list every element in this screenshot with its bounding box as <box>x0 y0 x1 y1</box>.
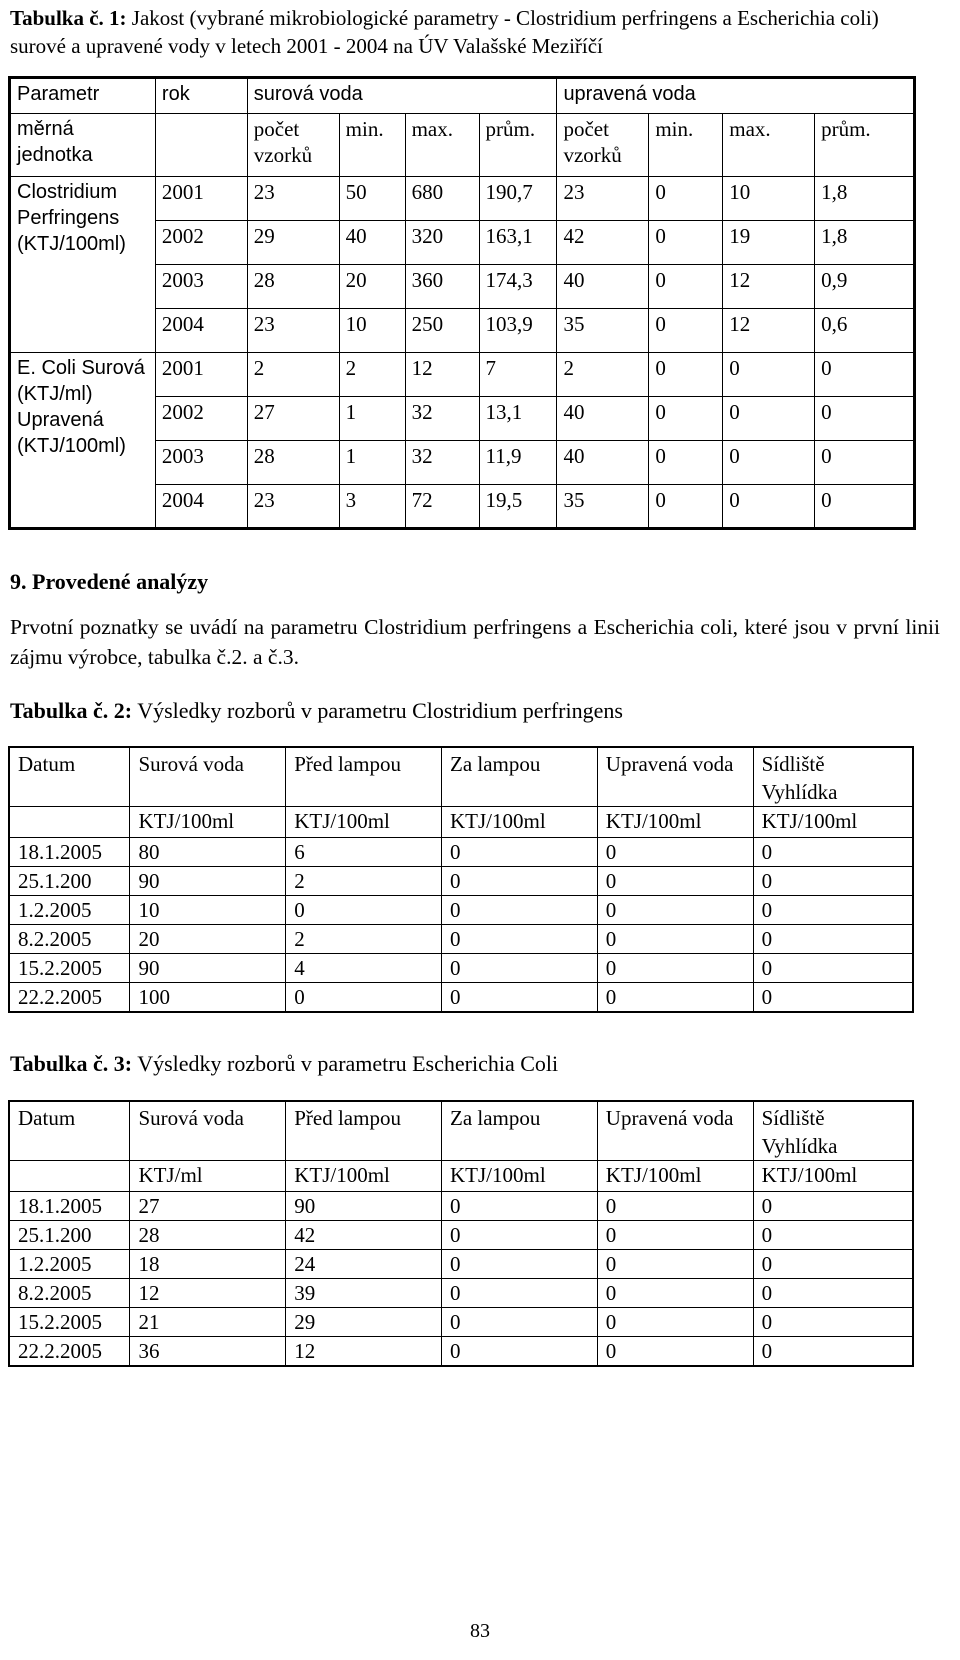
table3-cell: 1.2.2005 <box>9 1250 130 1279</box>
table1-cell: 10 <box>723 177 815 221</box>
table2-header-raw: Surová voda <box>130 747 286 807</box>
table1-cell: 40 <box>557 441 649 485</box>
table1-cell: 2003 <box>155 265 247 309</box>
table3-cell: 90 <box>286 1192 442 1221</box>
table2-cell: 0 <box>442 838 598 867</box>
table1-header-treated-water: upravená voda <box>557 78 915 114</box>
table2-header-treated: Upravená voda <box>597 747 753 807</box>
table1-cell: 19 <box>723 221 815 265</box>
table1-row <box>10 353 915 397</box>
table2-cell: 0 <box>597 954 753 983</box>
table3-cell: 25.1.200 <box>9 1221 130 1250</box>
table2-cell: 0 <box>753 867 913 896</box>
table1-cell: 0 <box>815 441 915 485</box>
table1-cell: 0 <box>649 309 723 353</box>
table3-unit: KTJ/100ml <box>753 1161 913 1192</box>
table3-unit <box>9 1161 130 1192</box>
table1-subheader-avg: prům. <box>479 114 557 177</box>
table1-cell: 42 <box>557 221 649 265</box>
table2-cell: 0 <box>753 983 913 1013</box>
table2-cell: 15.2.2005 <box>9 954 130 983</box>
table3-row <box>9 1279 913 1308</box>
table3-caption-text: Výsledky rozborů v parametru Escherichia Coli <box>137 1051 559 1076</box>
table1-header-row <box>10 78 915 114</box>
table1-cell: 174,3 <box>479 265 557 309</box>
table3-cell: 27 <box>130 1192 286 1221</box>
table1-subheader-min: min. <box>339 114 405 177</box>
table2-unit: KTJ/100ml <box>286 807 442 838</box>
table2-cell: 10 <box>130 896 286 925</box>
table1-cell: 0 <box>649 265 723 309</box>
table2-cell: 0 <box>753 838 913 867</box>
table3-row <box>9 1221 913 1250</box>
table1-cell: 28 <box>247 265 339 309</box>
table2-clostridium <box>8 746 914 1013</box>
table1-subheader-min2: min. <box>649 114 723 177</box>
table1-cell: 23 <box>247 309 339 353</box>
table1-cell: 2003 <box>155 441 247 485</box>
table1-cell: 0 <box>815 353 915 397</box>
table2-header-date: Datum <box>9 747 130 807</box>
table2-header-after-lamp: Za lampou <box>442 747 598 807</box>
table3-cell: 0 <box>597 1192 753 1221</box>
table2-caption-text: Výsledky rozborů v parametru Clostridium perfringens <box>137 698 623 723</box>
table2-cell: 0 <box>753 925 913 954</box>
table1-cell: 50 <box>339 177 405 221</box>
table1-param-clostridium: Clostridium Perfringens (KTJ/100ml) <box>10 177 156 353</box>
table1-subheader-empty <box>155 114 247 177</box>
table1-cell: 103,9 <box>479 309 557 353</box>
table2-header-before-lamp: Před lampou <box>286 747 442 807</box>
table1-cell: 1 <box>339 441 405 485</box>
table2-unit: KTJ/100ml <box>442 807 598 838</box>
table1-cell: 23 <box>247 485 339 529</box>
table1-cell: 1,8 <box>815 221 915 265</box>
table1-caption-text: Jakost (vybrané mikrobiologické parametry - Clostridium perfringens a Escherichia coli) surové a upravené vody v letech 2001 - 2004 na ÚV Valašské Meziříčí <box>10 6 879 58</box>
table2-unit: KTJ/100ml <box>130 807 286 838</box>
table2-cell: 0 <box>442 954 598 983</box>
table2-cell: 0 <box>442 896 598 925</box>
table3-unit: KTJ/100ml <box>597 1161 753 1192</box>
table1-cell: 28 <box>247 441 339 485</box>
table1-subheader-avg2: prům. <box>815 114 915 177</box>
table1-cell: 0 <box>649 177 723 221</box>
table1-cell: 12 <box>405 353 479 397</box>
table3-cell: 0 <box>442 1250 598 1279</box>
table1-cell: 0 <box>649 353 723 397</box>
table1-cell: 2 <box>339 353 405 397</box>
table3-cell: 24 <box>286 1250 442 1279</box>
table1-cell: 0,9 <box>815 265 915 309</box>
table1-cell: 1 <box>339 397 405 441</box>
table1-cell: 163,1 <box>479 221 557 265</box>
table2-row <box>9 838 913 867</box>
table2-cell: 90 <box>130 867 286 896</box>
table3-header-before-lamp: Před lampou <box>286 1101 442 1161</box>
table1-cell: 0 <box>649 397 723 441</box>
table3-cell: 18 <box>130 1250 286 1279</box>
table1-cell: 0 <box>815 485 915 529</box>
table2-cell: 90 <box>130 954 286 983</box>
table1-cell: 40 <box>339 221 405 265</box>
section-paragraph: Prvotní poznatky se uvádí na parametru Clostridium perfringens a Escherichia coli, které jsou v první linii zájmu výrobce, tabulka č.2. a č.3. <box>10 615 940 669</box>
table1-cell: 19,5 <box>479 485 557 529</box>
table1-subheader-max2: max. <box>723 114 815 177</box>
table1-cell: 32 <box>405 441 479 485</box>
table1-cell: 40 <box>557 397 649 441</box>
table1-quality <box>8 76 916 530</box>
table3-cell: 0 <box>442 1192 598 1221</box>
table1-cell: 2002 <box>155 397 247 441</box>
table2-cell: 80 <box>130 838 286 867</box>
table2-cell: 4 <box>286 954 442 983</box>
table2-cell: 0 <box>597 838 753 867</box>
table2-cell: 0 <box>753 954 913 983</box>
table1-cell: 360 <box>405 265 479 309</box>
table1-cell: 23 <box>557 177 649 221</box>
table3-cell: 39 <box>286 1279 442 1308</box>
table3-cell: 0 <box>753 1221 913 1250</box>
table3-cell: 0 <box>597 1250 753 1279</box>
table2-row <box>9 983 913 1013</box>
table3-cell: 0 <box>597 1308 753 1337</box>
section-heading <box>10 568 940 596</box>
table3-header-date: Datum <box>9 1101 130 1161</box>
table2-row <box>9 954 913 983</box>
table3-cell: 29 <box>286 1308 442 1337</box>
table2-unit <box>9 807 130 838</box>
table1-cell: 12 <box>723 309 815 353</box>
table1-cell: 250 <box>405 309 479 353</box>
table3-cell: 0 <box>753 1337 913 1367</box>
table1-cell: 10 <box>339 309 405 353</box>
table1-cell: 13,1 <box>479 397 557 441</box>
table3-cell: 42 <box>286 1221 442 1250</box>
table3-ecoli <box>8 1100 914 1367</box>
table1-cell: 72 <box>405 485 479 529</box>
table2-cell: 0 <box>442 867 598 896</box>
table2-row <box>9 896 913 925</box>
table3-row <box>9 1308 913 1337</box>
table1-cell: 0,6 <box>815 309 915 353</box>
table2-caption-label: Tabulka č. 2: <box>10 698 133 723</box>
table3-row <box>9 1192 913 1221</box>
table1-cell: 2 <box>557 353 649 397</box>
table3-header-raw: Surová voda <box>130 1101 286 1161</box>
table2-row <box>9 867 913 896</box>
table3-cell: 28 <box>130 1221 286 1250</box>
table1-cell: 0 <box>649 485 723 529</box>
table2-cell: 2 <box>286 867 442 896</box>
page-number: 83 <box>470 1620 490 1642</box>
table1-cell: 0 <box>815 397 915 441</box>
table2-cell: 0 <box>286 896 442 925</box>
table3-cell: 0 <box>597 1337 753 1367</box>
table2-cell: 0 <box>442 983 598 1013</box>
table1-cell: 7 <box>479 353 557 397</box>
table3-units-row <box>9 1161 913 1192</box>
table3-unit: KTJ/ml <box>130 1161 286 1192</box>
table1-subheader-row <box>10 114 915 177</box>
table3-cell: 0 <box>753 1250 913 1279</box>
table3-cell: 21 <box>130 1308 286 1337</box>
table3-header-after-lamp: Za lampou <box>442 1101 598 1161</box>
table3-unit: KTJ/100ml <box>286 1161 442 1192</box>
table1-cell: 0 <box>649 441 723 485</box>
table1-cell: 1,8 <box>815 177 915 221</box>
table2-cell: 6 <box>286 838 442 867</box>
table1-cell: 23 <box>247 177 339 221</box>
table2-cell: 0 <box>597 983 753 1013</box>
table2-units-row <box>9 807 913 838</box>
table1-cell: 11,9 <box>479 441 557 485</box>
table3-cell: 0 <box>753 1308 913 1337</box>
table1-cell: 3 <box>339 485 405 529</box>
table1-row <box>10 177 915 221</box>
table3-header-treated: Upravená voda <box>597 1101 753 1161</box>
table1-cell: 35 <box>557 485 649 529</box>
table2-unit: KTJ/100ml <box>597 807 753 838</box>
table3-cell: 22.2.2005 <box>9 1337 130 1367</box>
table1-param-ecoli: E. Coli Surová (KTJ/ml) Upravená (KTJ/100ml) <box>10 353 156 529</box>
table1-cell: 320 <box>405 221 479 265</box>
table1-subheader-max: max. <box>405 114 479 177</box>
table1-cell: 20 <box>339 265 405 309</box>
table2-cell: 8.2.2005 <box>9 925 130 954</box>
table2-cell: 25.1.200 <box>9 867 130 896</box>
table1-cell: 32 <box>405 397 479 441</box>
table2-cell: 1.2.2005 <box>9 896 130 925</box>
table2-cell: 0 <box>286 983 442 1013</box>
table2-unit: KTJ/100ml <box>753 807 913 838</box>
table1-header-param: Parametr <box>10 78 156 114</box>
table1-cell: 0 <box>649 221 723 265</box>
table3-cell: 0 <box>597 1279 753 1308</box>
table1-cell: 27 <box>247 397 339 441</box>
table1-caption-label: Tabulka č. 1: <box>10 6 127 30</box>
table1-cell: 40 <box>557 265 649 309</box>
section-heading-text: 9. Provedené analýzy <box>10 569 209 594</box>
table2-cell: 0 <box>597 896 753 925</box>
table2-header-row <box>9 747 913 807</box>
table2-caption <box>10 697 940 725</box>
table1-subheader-count2: počet vzorků <box>557 114 649 177</box>
table1-cell: 29 <box>247 221 339 265</box>
table3-caption-label: Tabulka č. 3: <box>10 1051 133 1076</box>
table2-cell: 100 <box>130 983 286 1013</box>
table3-row <box>9 1250 913 1279</box>
table1-subheader-unit: měrná jednotka <box>10 114 156 177</box>
table1-cell: 2001 <box>155 177 247 221</box>
table1-cell: 680 <box>405 177 479 221</box>
table3-header-vyhlidka: Sídliště Vyhlídka <box>753 1101 913 1161</box>
table3-cell: 0 <box>753 1192 913 1221</box>
table2-cell: 0 <box>442 925 598 954</box>
table3-cell: 0 <box>442 1221 598 1250</box>
table3-cell: 0 <box>442 1279 598 1308</box>
table2-cell: 2 <box>286 925 442 954</box>
table3-cell: 36 <box>130 1337 286 1367</box>
table1-cell: 0 <box>723 397 815 441</box>
table3-cell: 12 <box>286 1337 442 1367</box>
table1-header-year: rok <box>155 78 247 114</box>
table1-cell: 2004 <box>155 485 247 529</box>
table1-caption <box>10 4 940 60</box>
table3-cell: 0 <box>442 1308 598 1337</box>
table1-cell: 0 <box>723 485 815 529</box>
table1-cell: 12 <box>723 265 815 309</box>
table1-cell: 190,7 <box>479 177 557 221</box>
table3-cell: 8.2.2005 <box>9 1279 130 1308</box>
table1-header-raw-water: surová voda <box>247 78 557 114</box>
table2-cell: 20 <box>130 925 286 954</box>
table3-header-row <box>9 1101 913 1161</box>
table3-cell: 0 <box>753 1279 913 1308</box>
table3-cell: 15.2.2005 <box>9 1308 130 1337</box>
table2-header-vyhlidka: Sídliště Vyhlídka <box>753 747 913 807</box>
table3-row <box>9 1337 913 1367</box>
table3-cell: 0 <box>442 1337 598 1367</box>
table1-cell: 35 <box>557 309 649 353</box>
table3-unit: KTJ/100ml <box>442 1161 598 1192</box>
table1-cell: 2002 <box>155 221 247 265</box>
table2-cell: 0 <box>597 925 753 954</box>
table3-cell: 12 <box>130 1279 286 1308</box>
table1-cell: 0 <box>723 441 815 485</box>
table2-cell: 22.2.2005 <box>9 983 130 1013</box>
table1-subheader-count: počet vzorků <box>247 114 339 177</box>
table3-caption <box>10 1050 940 1078</box>
table1-cell: 2 <box>247 353 339 397</box>
table2-cell: 0 <box>753 896 913 925</box>
table3-cell: 0 <box>597 1221 753 1250</box>
table1-cell: 2001 <box>155 353 247 397</box>
table1-cell: 2004 <box>155 309 247 353</box>
table2-cell: 18.1.2005 <box>9 838 130 867</box>
table2-row <box>9 925 913 954</box>
table2-cell: 0 <box>597 867 753 896</box>
table1-cell: 0 <box>723 353 815 397</box>
table3-cell: 18.1.2005 <box>9 1192 130 1221</box>
